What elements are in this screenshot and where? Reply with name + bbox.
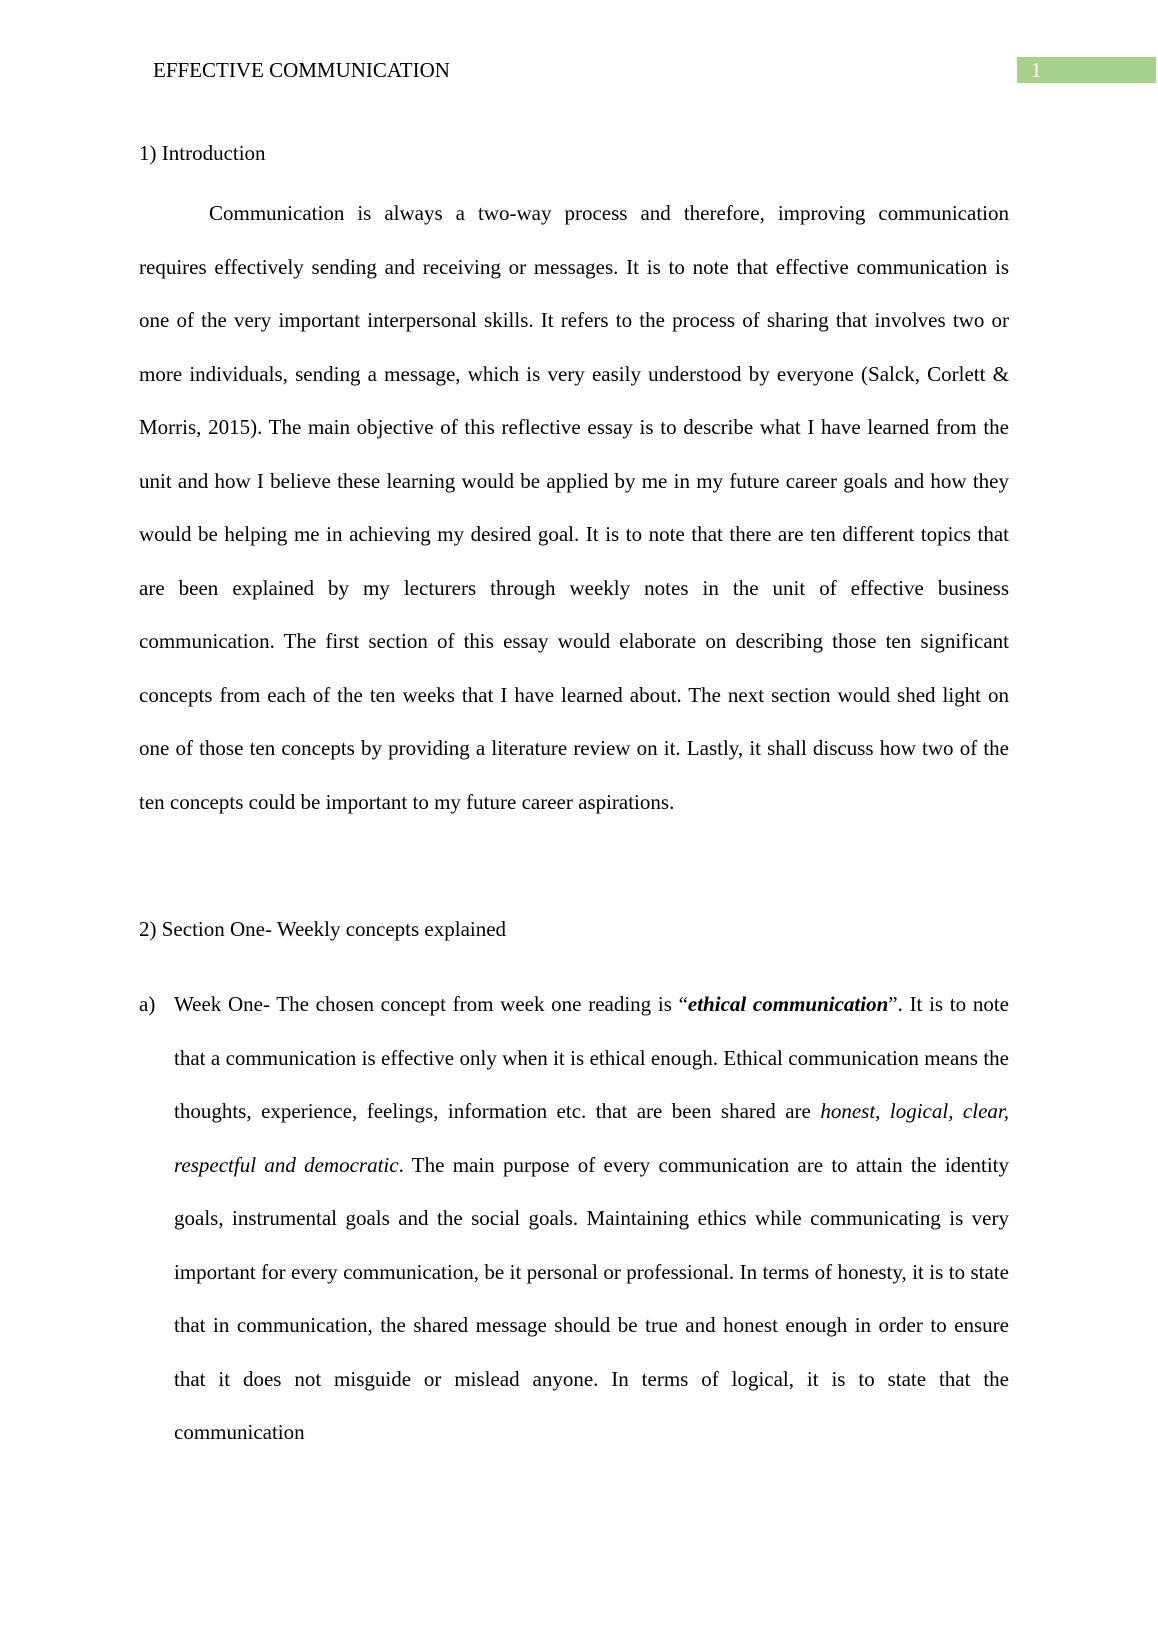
item-text: ”. It is to note that a communication is effective only when it is ethical enough. Ethical communication means the thoughts, experience, feelings, information etc. that are been shared are [174,992,1009,1123]
introduction-paragraph [139,187,1009,829]
item-text: Week One- The chosen concept from week one reading is “ [174,992,688,1016]
running-header-title: EFFECTIVE COMMUNICATION [153,58,450,82]
page-number-badge [1017,57,1156,83]
list-item [139,978,1009,1460]
item-text: . The main purpose of every communication are to attain the identity goals, instrumental goals and the social goals. Maintaining ethics while communicating is very important for every communication, be it personal or professional. In terms of honesty, it is to state that in communication, the shared message should be true and honest enough in order to ensure that it does not misguide or mislead anyone. In terms of logical, it is to state that the communication [174,1152,1009,1444]
ethical-qualities: honest, logical, clear, respectful and democratic [174,1099,1009,1177]
weekly-concepts-list [139,978,1009,1460]
list-marker: a) [139,992,156,1016]
page-number: 1 [1031,58,1042,82]
section-one-heading: 2) Section One- Weekly concepts explained [139,917,507,941]
concept-term: ethical communication [687,992,889,1016]
introduction-text: Communication is always a two-way process and therefore, improving communication requires effectively sending and receiving or messages. It is to note that effective communication is one of the very important interpersonal skills. It refers to the process of sharing that involves two or more individuals, sending a message, which is very easily understood by everyone (Salck, Corlett & Morris, 2015). The main objective of this reflective essay is to describe what I have learned from the unit and how I believe these learning would be applied by me in my future career goals and how they would be helping me in achieving my desired goal. It is to note that there are ten different topics that are been explained by my lecturers through weekly notes in the unit of effective business communication. The first section of this essay would elaborate on describing those ten significant concepts from each of the ten weeks that I have learned about. The next section would shed light on one of those ten concepts by providing a literature review on it. Lastly, it shall discuss how two of the ten concepts could be important to my future career aspirations. [139,201,1009,814]
list-item-body [174,978,1009,1460]
introduction-heading: 1) Introduction [139,141,266,165]
